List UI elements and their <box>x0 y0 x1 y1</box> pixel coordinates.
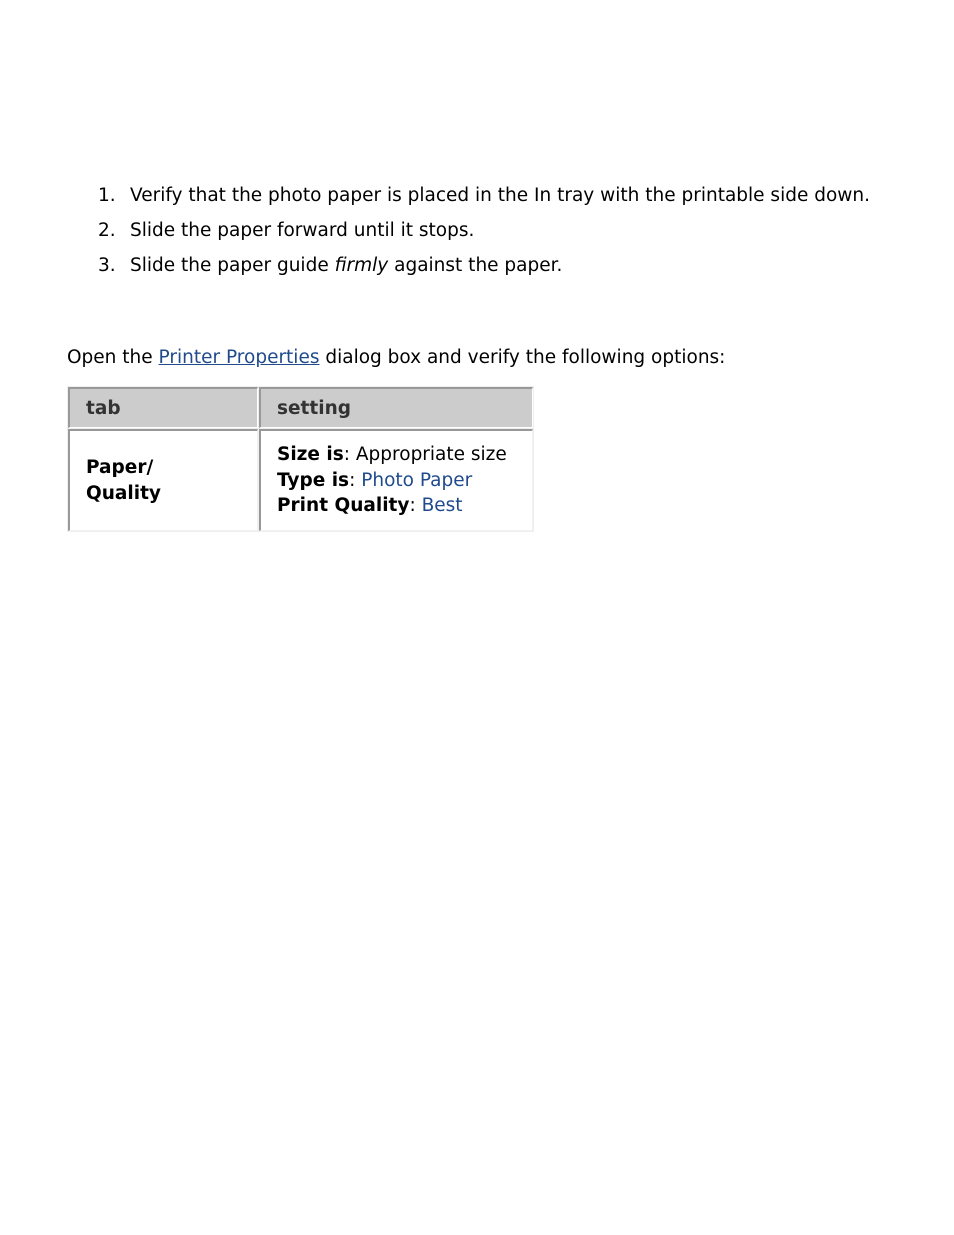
setting-sep: : <box>343 444 356 466</box>
setting-value: Photo Paper <box>361 469 473 491</box>
step-text-before: Slide the paper guide <box>130 255 335 276</box>
tab-cell <box>68 429 258 531</box>
setting-type <box>277 468 516 494</box>
step-text-after: against the paper. <box>388 255 563 276</box>
setting-cell <box>259 429 533 531</box>
table-header-row <box>68 387 533 428</box>
tab-name-line1: Paper/ <box>86 457 154 478</box>
intro-before: Open the <box>67 347 159 368</box>
setting-label: Type is <box>277 469 350 491</box>
setting-sep: : <box>349 469 362 491</box>
setting-value: Best <box>421 495 463 517</box>
step-text: Slide the paper forward until it stops. <box>130 220 475 241</box>
step-number: 1. <box>98 185 116 206</box>
settings-table <box>67 386 534 532</box>
setting-print-quality <box>277 493 516 519</box>
setting-size <box>277 442 516 468</box>
header-tab: tab <box>68 387 258 428</box>
step-number: 2. <box>98 220 116 241</box>
step-text <box>130 251 562 281</box>
table-row <box>68 429 533 531</box>
printer-properties-link[interactable]: Printer Properties <box>158 347 320 368</box>
header-setting: setting <box>259 387 533 428</box>
step-text: Verify that the photo paper is placed in the In tray with the printable side down. <box>130 185 871 206</box>
setting-label: Print Quality <box>277 495 410 517</box>
setting-label: Size is <box>277 444 344 466</box>
tab-name-line2: Quality <box>86 482 161 504</box>
step-emphasis: firmly <box>334 255 389 276</box>
intro-after: dialog box and verify the following options: <box>319 347 726 368</box>
step-number: 3. <box>98 255 116 276</box>
setting-sep: : <box>409 495 422 517</box>
setting-value: Appropriate size <box>355 444 507 466</box>
intro-paragraph <box>67 343 725 373</box>
